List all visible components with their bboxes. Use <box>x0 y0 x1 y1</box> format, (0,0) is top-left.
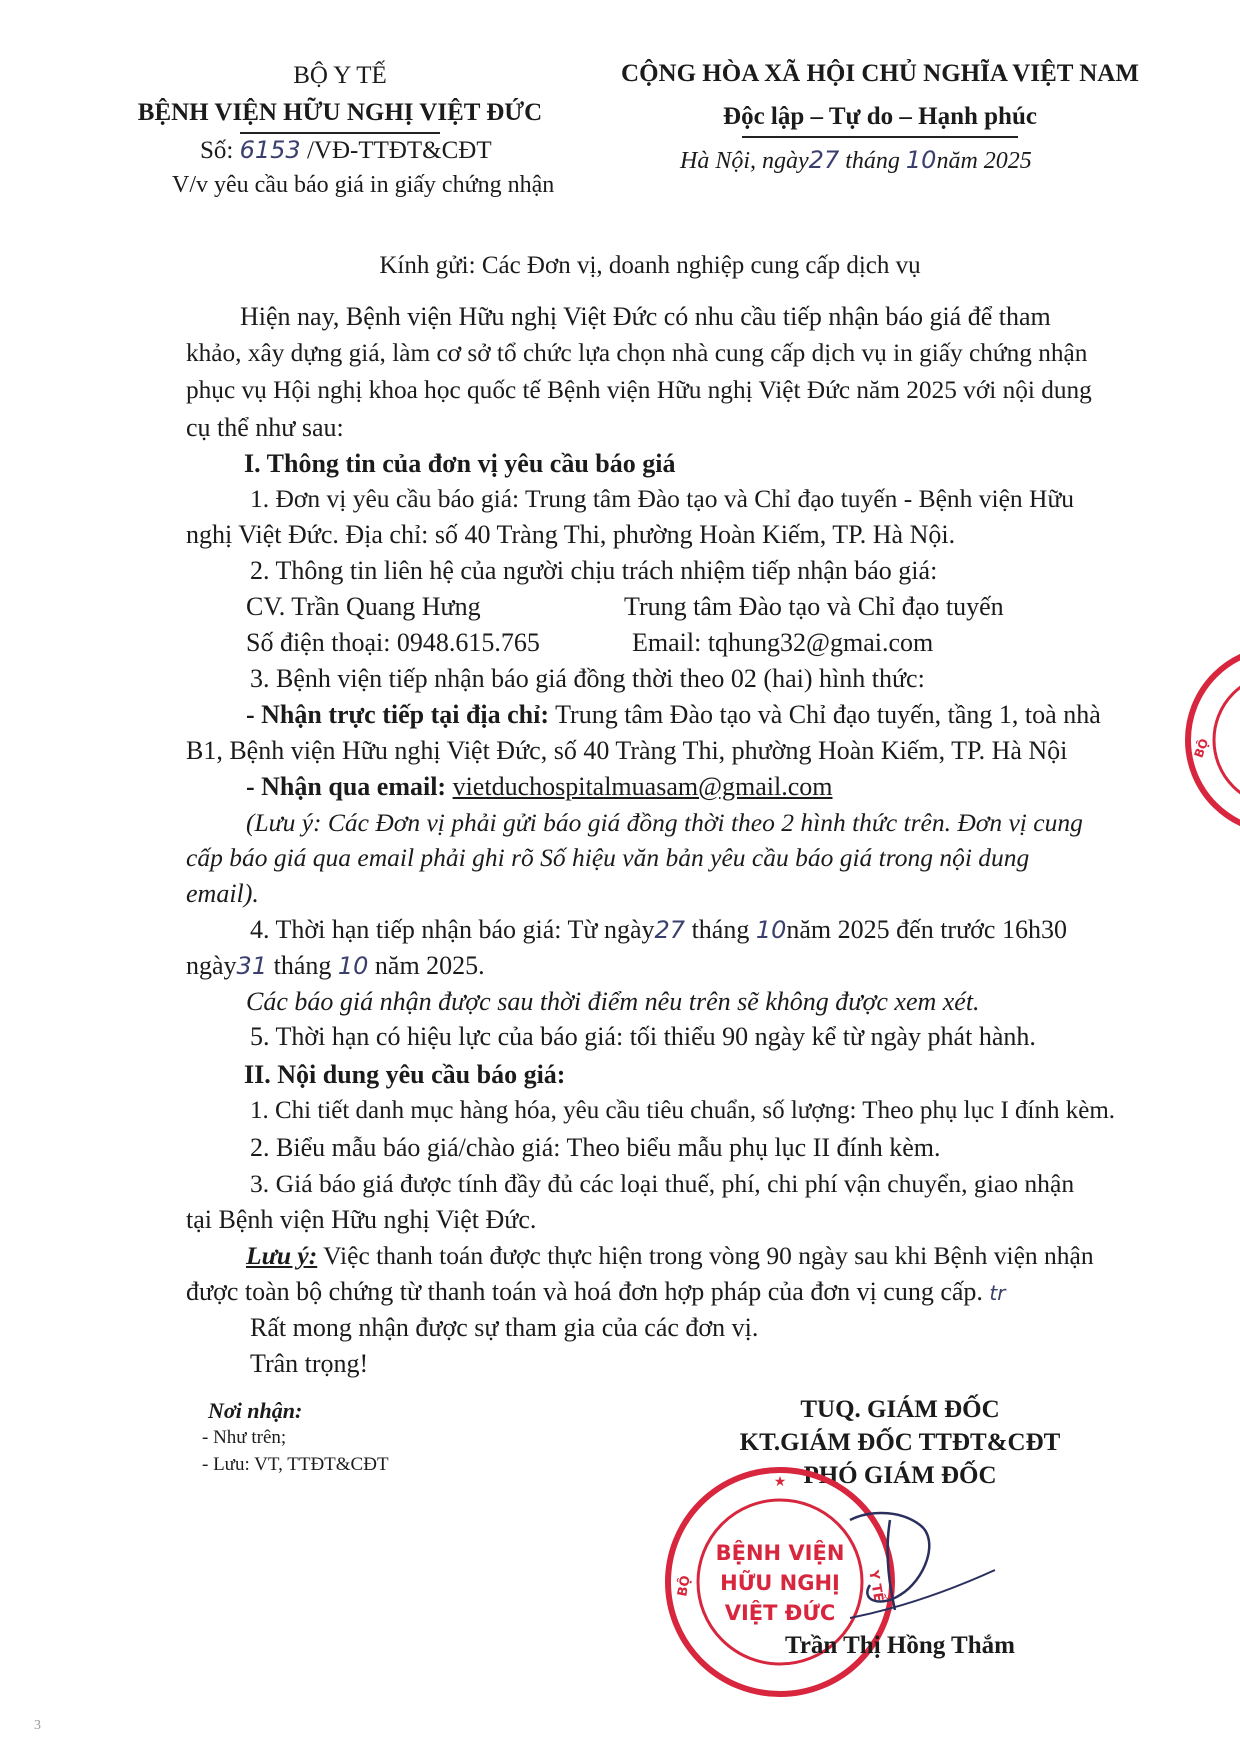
contact-name: CV. Trần Quang Hưng <box>246 592 481 621</box>
stamp-left-mark: BỘ <box>675 1574 694 1598</box>
issue-date <box>680 146 1032 175</box>
hospital-name: BỆNH VIỆN HỮU NGHỊ VIỆT ĐỨC <box>137 99 543 126</box>
margin-stamp-mark: BỘ <box>1191 736 1212 760</box>
email-submission-label: - Nhận qua email: <box>246 772 447 801</box>
intro-line-2: khảo, xây dựng giá, làm cơ sở tổ chức lựa chọn nhà cung cấp dịch vụ in giấy chứng nhận <box>186 339 1088 367</box>
section-2-item-3-line-2: tại Bệnh viện Hữu nghị Việt Đức. <box>186 1205 537 1234</box>
direct-submission-line-2: B1, Bệnh viện Hữu nghị Việt Đức, số 40 Tràng Thi, phường Hoàn Kiếm, TP. Hà Nội <box>186 736 1068 765</box>
direct-submission-text: Trung tâm Đào tạo và Chỉ đạo tuyến, tầng 1, toà nhà <box>555 700 1101 729</box>
handwritten-signature <box>830 1500 1010 1630</box>
intro-line-3: phục vụ Hội nghị khoa học quốc tế Bệnh viện Hữu nghị Việt Đức năm 2025 với nội dung <box>186 376 1092 404</box>
payment-note-label: Lưu ý: <box>246 1241 318 1270</box>
document-number-prefix: Số: <box>200 137 234 164</box>
recipients-item-1: - Như trên; <box>202 1427 287 1448</box>
payment-note-line-2-text: được toàn bộ chứng từ thanh toán và hoá đơn hợp pháp của đơn vị cung cấp. <box>186 1277 983 1306</box>
footer-mark: 3 <box>34 1718 41 1733</box>
submission-email-link[interactable]: vietduchospitalmuasam@gmail.com <box>452 772 833 801</box>
document-number-handwritten: 6153 <box>239 136 301 164</box>
note-line-3: email). <box>186 879 259 908</box>
direct-submission <box>246 700 1101 730</box>
recipients-item-2: - Lưu: VT, TTĐT&CĐT <box>202 1454 389 1475</box>
email-submission <box>246 772 833 802</box>
stamp-line-1: BỆNH VIỆN <box>715 1541 845 1565</box>
stamp-line-3: VIỆT ĐỨC <box>724 1601 836 1625</box>
item-4-text-c: năm 2025 đến trước 16h30 <box>786 915 1067 944</box>
document-subject: V/v yêu cầu báo giá in giấy chứng nhận <box>172 172 555 198</box>
item-4-text-b: tháng <box>691 915 750 944</box>
payment-note <box>246 1241 1094 1271</box>
payment-note-text: Việc thanh toán được thực hiện trong vòng 90 ngày sau khi Bệnh viện nhận <box>323 1241 1094 1270</box>
signature-line-2: KT.GIÁM ĐỐC TTĐT&CĐT <box>739 1429 1061 1456</box>
country-name: CỘNG HÒA XÃ HỘI CHỦ NGHĨA VIỆT NAM <box>621 60 1139 87</box>
item-4-text-d: ngày <box>186 951 237 980</box>
contact-unit: Trung tâm Đào tạo và Chỉ đạo tuyến <box>624 592 1004 621</box>
note-line-2: cấp báo giá qua email phải ghi rõ Số hiệu văn bản yêu cầu báo giá trong nội dung <box>186 843 1030 872</box>
stamp-right-mark: Y TẾ <box>865 1569 886 1603</box>
item-4-day-to: 31 <box>236 952 268 980</box>
ministry-name: BỘ Y TẾ <box>293 62 387 89</box>
section-2-item-2: 2. Biểu mẫu báo giá/chào giá: Theo biểu mẫu phụ lục II đính kèm. <box>250 1133 941 1162</box>
section-1-title: I. Thông tin của đơn vị yêu cầu báo giá <box>244 449 676 478</box>
margin-stamp-inner-ring <box>1214 674 1240 806</box>
closing-line-1: Rất mong nhận được sự tham gia của các đơn vị. <box>250 1313 759 1342</box>
motto-underline <box>742 136 1018 138</box>
issue-date-month-label: tháng <box>845 148 900 174</box>
item-4-month-to: 10 <box>337 952 369 980</box>
item-4-month-from: 10 <box>755 916 787 944</box>
issue-date-year: năm 2025 <box>936 148 1032 174</box>
intro-line-1: Hiện nay, Bệnh viện Hữu nghị Việt Đức có nhu cầu tiếp nhận báo giá để tham <box>240 302 1051 331</box>
signatory-name: Trần Thị Hồng Thắm <box>785 1632 1015 1659</box>
closing-line-2: Trân trọng! <box>250 1349 369 1378</box>
national-motto: Độc lập – Tự do – Hạnh phúc <box>723 103 1037 130</box>
recipients-title: Nơi nhận: <box>208 1398 303 1423</box>
stamp-line-2: HỮU NGHỊ <box>720 1571 840 1595</box>
contact-phone: Số điện thoại: 0948.615.765 <box>246 628 540 657</box>
item-4-text-a: 4. Thời hạn tiếp nhận báo giá: Từ ngày <box>250 915 655 944</box>
section-1-item-1-line-2: nghị Việt Đức. Địa chỉ: số 40 Tràng Thi, phường Hoàn Kiếm, TP. Hà Nội. <box>186 520 956 549</box>
section-1-item-4-line-1 <box>250 915 1067 945</box>
issue-date-month: 10 <box>905 146 937 174</box>
contact-email: Email: tqhung32@gmai.com <box>632 628 934 657</box>
section-1-item-3: 3. Bệnh viện tiếp nhận báo giá đồng thời theo 02 (hai) hình thức: <box>250 664 925 693</box>
issue-date-day: 27 <box>808 146 840 174</box>
section-1-item-1-line-1: 1. Đơn vị yêu cầu báo giá: Trung tâm Đào tạo và Chỉ đạo tuyến - Bệnh viện Hữu <box>250 484 1075 513</box>
issue-date-prefix: Hà Nội, ngày <box>680 148 809 174</box>
section-1-item-2: 2. Thông tin liên hệ của người chịu trách nhiệm tiếp nhận báo giá: <box>250 556 938 585</box>
section-2-item-1: 1. Chi tiết danh mục hàng hóa, yêu cầu tiêu chuẩn, số lượng: Theo phụ lục I đính kèm. <box>250 1097 1116 1124</box>
section-2-title: II. Nội dung yêu cầu báo giá: <box>244 1060 566 1089</box>
section-1-item-4-line-2 <box>186 951 485 981</box>
late-submission-note: Các báo giá nhận được sau thời điểm nêu trên sẽ không được xem xét. <box>246 987 980 1016</box>
item-4-text-e: tháng <box>273 951 332 980</box>
item-4-text-f: năm 2025. <box>374 951 485 980</box>
handwritten-initial: tr <box>989 1281 1006 1305</box>
recipient-line: Kính gửi: Các Đơn vị, doanh nghiệp cung cấp dịch vụ <box>379 252 921 279</box>
document-number-suffix: /VĐ-TTĐT&CĐT <box>306 137 492 164</box>
intro-line-4: cụ thể như sau: <box>186 413 344 442</box>
direct-submission-label: - Nhận trực tiếp tại địa chỉ: <box>246 700 550 729</box>
margin-partial-stamp <box>1180 640 1240 840</box>
section-2-item-3-line-1: 3. Giá báo giá được tính đầy đủ các loại thuế, phí, chi phí vận chuyển, giao nhận <box>250 1169 1075 1198</box>
signature-stroke-2 <box>888 1520 895 1610</box>
signature-line-3: PHÓ GIÁM ĐỐC <box>803 1462 997 1489</box>
note-line-1: (Lưu ý: Các Đơn vị phải gửi báo giá đồng thời theo 2 hình thức trên. Đơn vị cung <box>246 808 1083 837</box>
signature-stroke-3 <box>850 1570 995 1618</box>
stamp-star-mark: ★ <box>773 1474 787 1490</box>
signature-line-1: TUQ. GIÁM ĐỐC <box>800 1396 1000 1423</box>
item-4-day-from: 27 <box>654 916 686 944</box>
document-number <box>200 136 492 165</box>
hospital-underline <box>240 132 440 134</box>
payment-note-line-2 <box>186 1277 1006 1307</box>
section-1-item-5: 5. Thời hạn có hiệu lực của báo giá: tối thiểu 90 ngày kể từ ngày phát hành. <box>250 1022 1036 1051</box>
